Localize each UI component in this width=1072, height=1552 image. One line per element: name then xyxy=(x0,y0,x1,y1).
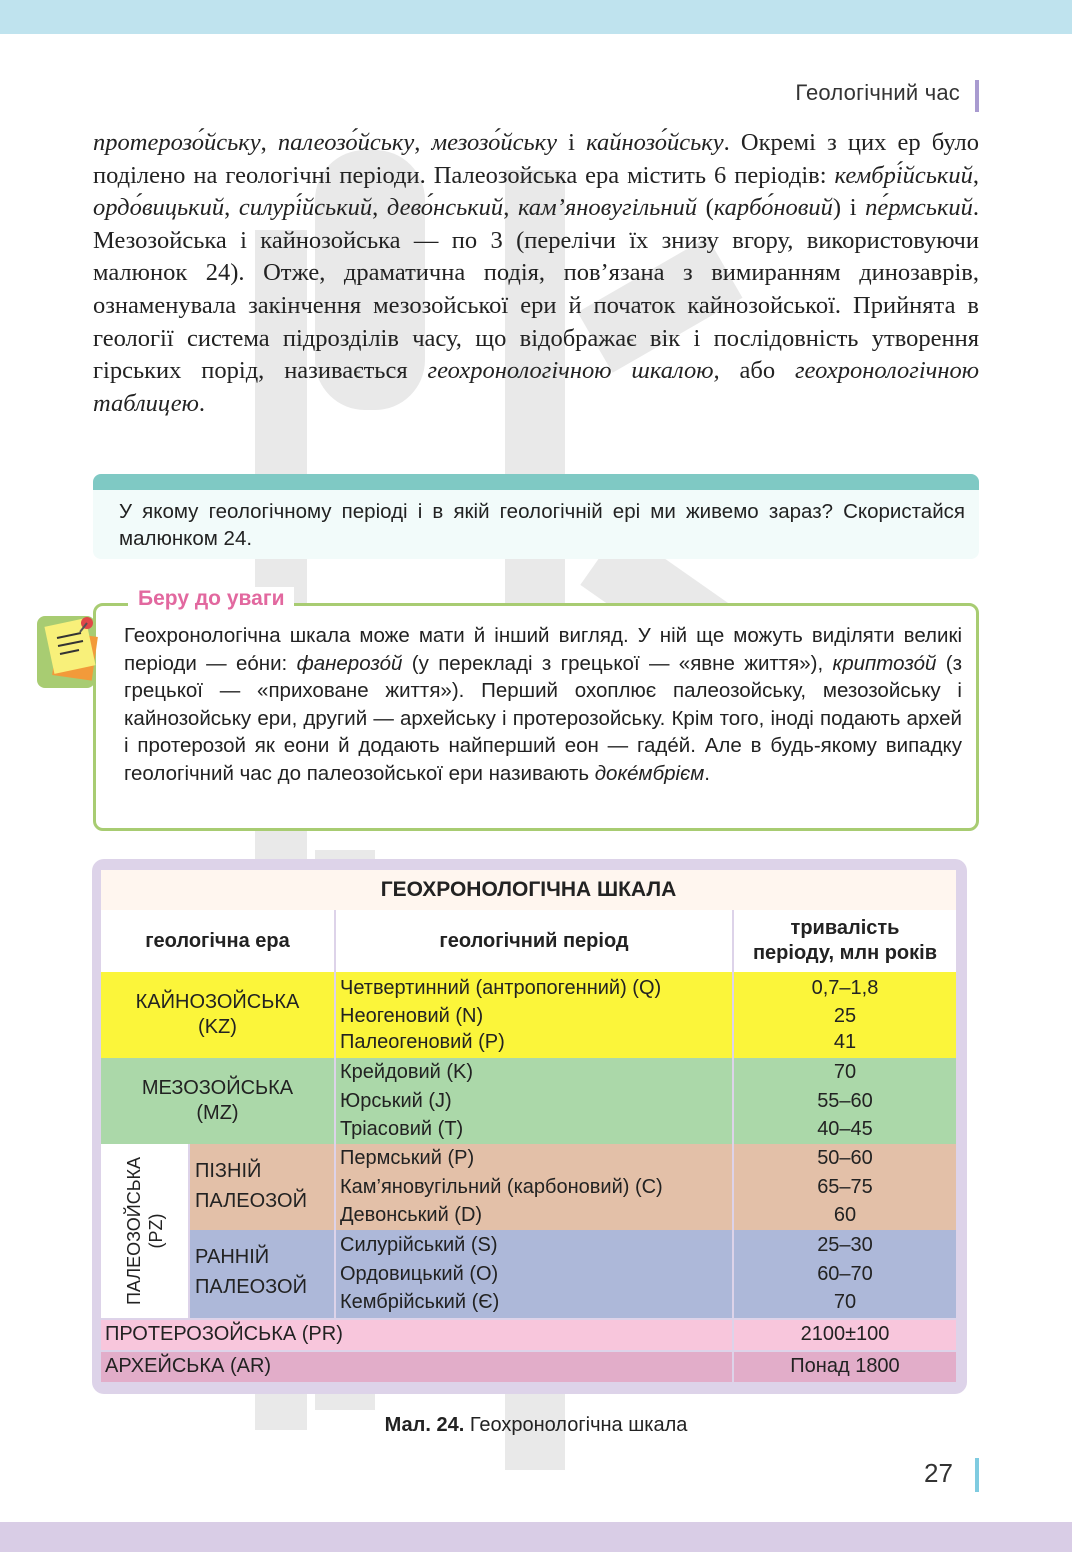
header-period: геологічний період xyxy=(336,910,732,972)
question-box-header xyxy=(93,474,979,490)
table-row: Силурійський (S) xyxy=(340,1234,498,1256)
late-paleozoic-periods xyxy=(336,1144,732,1230)
question-box xyxy=(93,474,979,559)
table-row: Кам’яновугільний (карбоновий) (C) xyxy=(340,1175,663,1198)
archean-duration: Понад 1800 xyxy=(734,1352,956,1382)
main-paragraph: протерозо́йську, палеозо́йську, мезозо́йську і кайнозо́йську. Окремі з цих ер було поділено на геологічні періоди. Палеозойська ера містить 6 періодів: кембрі́йський, ордо́вицький, силурі́йський, дево́нський, кам’яновугільний (карбо́новий) і пе́рмський. Мезозойська і кайнозойська — по 3 (перелічи їх знизу вгору, використовуючи малюнок 24). Отже, драматична подія, пов’язана з вимиранням динозаврів, ознаменувала закінчення мезозойської ери й початок кайнозойської. Прийнята в геології система підрозділів часу, що відображає вік і послідовність утворення гірських порід, називається геохронологічною шкалою, або геохронологічною таблицею. xyxy=(93,129,980,417)
late-paleozoic-durations: 50–60 65–75 60 xyxy=(734,1144,956,1230)
era-proterozoic-row: ПРОТЕРОЗОЙСЬКА (PR) xyxy=(101,1320,732,1350)
header-accent-bar xyxy=(975,80,979,112)
top-band xyxy=(0,0,1072,34)
early-paleozoic-durations: 25–30 60–70 70 xyxy=(734,1230,956,1318)
table-row: Пермський (P) xyxy=(340,1147,475,1169)
header-duration: тривалість періоду, млн років xyxy=(734,910,956,972)
table-row: Девонський (D) xyxy=(340,1204,483,1226)
page-number: 27 xyxy=(924,1458,953,1488)
table-row: Неогеновий (N) xyxy=(340,1004,484,1027)
era-proterozoic: протерозо́йську xyxy=(93,129,261,156)
era-cenozoic-cell: КАЙНОЗОЙСЬКА (KZ) xyxy=(101,972,334,1058)
cenozoic-periods xyxy=(336,972,732,1058)
section-title: Геологічний час xyxy=(795,80,960,105)
era-mesozoic-cell: МЕЗОЗОЙСЬКА (MZ) xyxy=(101,1058,334,1144)
table-row: Юрський (J) xyxy=(340,1089,452,1112)
table-title: ГЕОХРОНОЛОГІЧНА ШКАЛА xyxy=(101,870,956,910)
sticky-note-icon xyxy=(37,608,107,688)
era-paleozoic-cell xyxy=(101,1144,188,1318)
table-row: Тріасовий (T) xyxy=(340,1118,464,1140)
table-row: Кембрійський (Є) xyxy=(340,1291,500,1313)
figure-caption: Мал. 24. Геохронологічна шкала xyxy=(384,1414,688,1436)
note-text: Геохронологічна шкала може мати й інший вигляд. У ній ще можуть виділяти великі періоди — ео́ни: фанерозо́й (у перекладі з грецької — «явне життя»), криптозо́й (з грецької — «приховане життя»). Перший охоплює палеозойську, мезозойську і кайнозойську ери, другий — архейську і протерозойську. Крім того, іноді подають архей і протерозой як еони й додають найперший еон — гаде́й. Але в будь-якому випадку геологічний час до палеозойської ери називають доке́мбрієм. xyxy=(124,624,962,785)
bottom-band xyxy=(0,1522,1072,1552)
early-paleozoic-cell: РАННІЙ ПАЛЕОЗОЙ xyxy=(190,1230,334,1318)
question-text: У якому геологічному періоді і в якій геологічній ері ми живемо зараз? Скористайся малюнком 24. xyxy=(119,500,965,550)
table-row: Ордовицький (O) xyxy=(340,1262,499,1285)
header-era: геологічна ера xyxy=(101,910,334,972)
page-number-accent-bar xyxy=(975,1458,979,1492)
era-archean-row: АРХЕЙСЬКА (AR) xyxy=(101,1352,732,1382)
proterozoic-duration: 2100±100 xyxy=(734,1320,956,1350)
early-paleozoic-periods xyxy=(336,1230,732,1318)
table-row: Палеогеновий (P) xyxy=(340,1030,505,1053)
mesozoic-durations: 70 55–60 40–45 xyxy=(734,1058,956,1144)
late-paleozoic-cell: ПІЗНІЙ ПАЛЕОЗОЙ xyxy=(190,1144,334,1230)
mesozoic-periods xyxy=(336,1058,732,1144)
era-paleozoic: палеозо́йську xyxy=(277,129,415,156)
era-mesozoic: мезозо́йську xyxy=(431,129,557,156)
table-row: Четвертинний (антропогенний) (Q) xyxy=(340,977,662,999)
paleozoic-vertical-label: ПАЛЕОЗОЙСЬКА (PZ) xyxy=(124,1156,166,1306)
table-row: Крейдовий (K) xyxy=(340,1061,474,1083)
cenozoic-durations: 0,7–1,8 25 41 xyxy=(734,972,956,1058)
era-cenozoic: кайнозо́йську xyxy=(586,129,724,156)
note-title: Беру до уваги xyxy=(128,587,294,611)
